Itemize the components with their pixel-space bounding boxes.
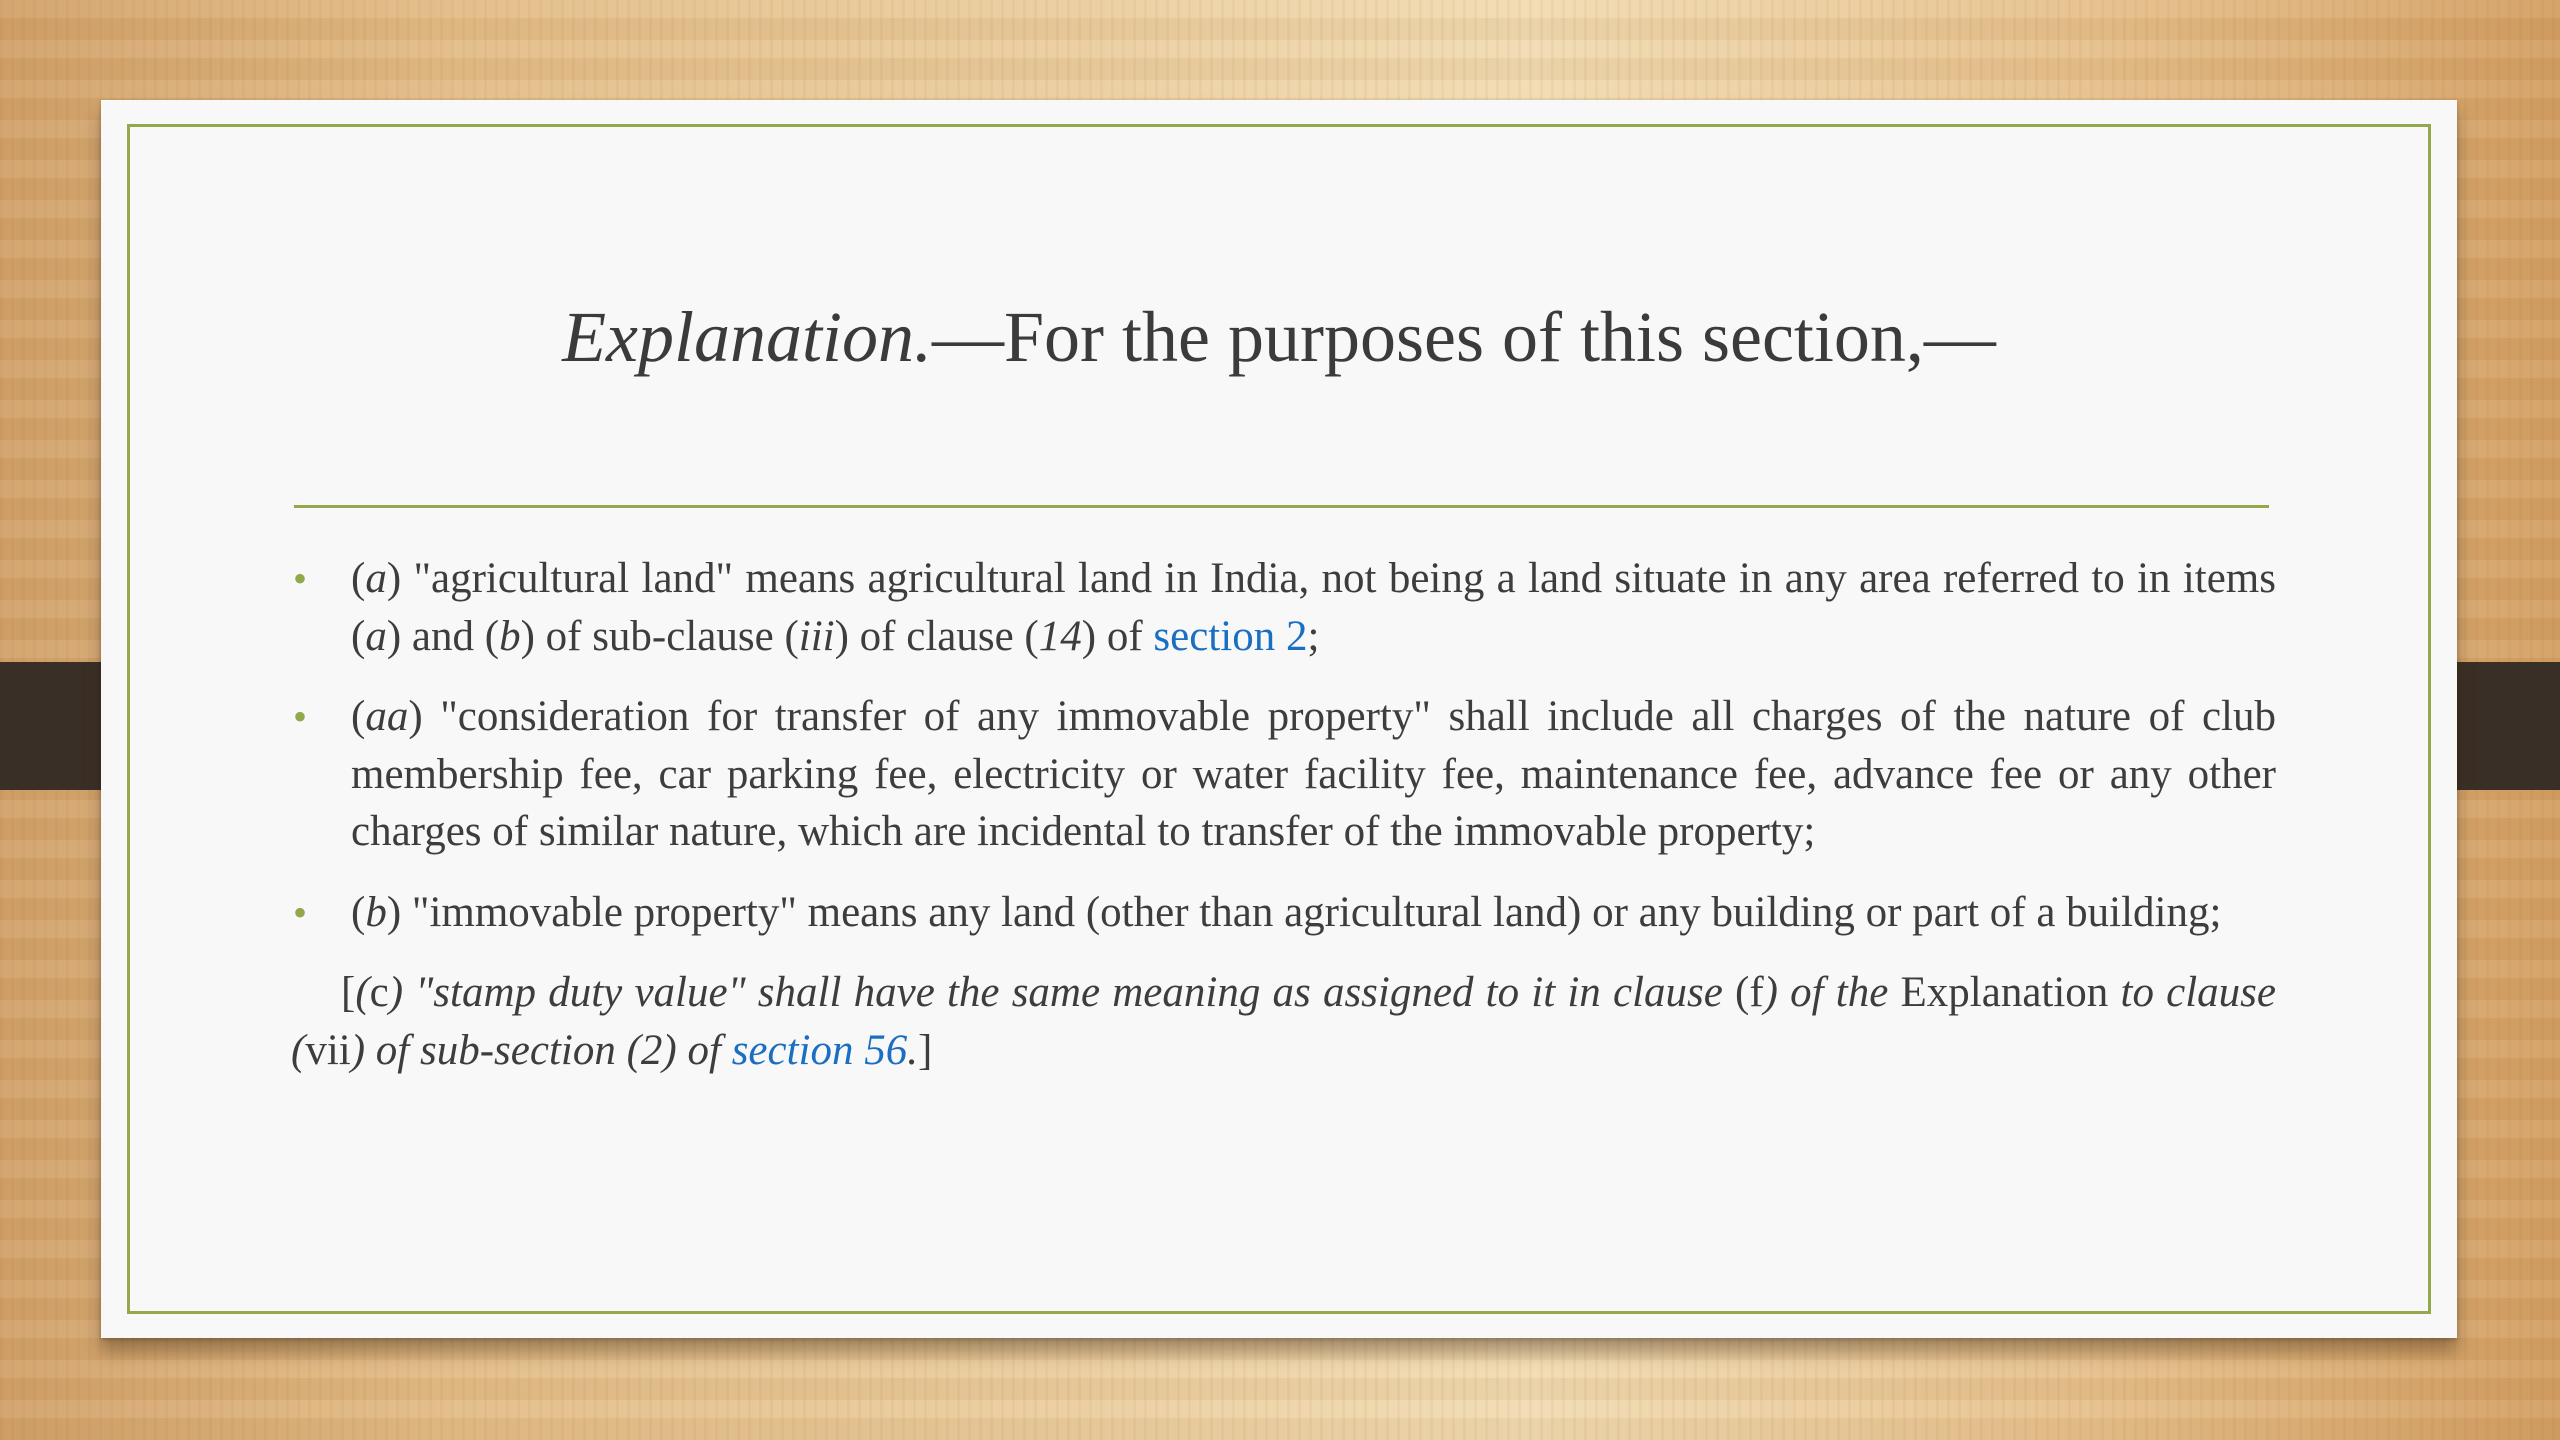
marker: a	[365, 555, 387, 602]
bracket-open: [	[341, 969, 356, 1016]
text: "consideration for transfer of any immovable property" shall include all charges of the nature of club membership fee, car parking fee, electricity or water facility fee, maintenance fee, advance fee or any other charges of similar nature, which are incidental to transfer of the immovable property;	[351, 693, 2276, 855]
italic-a: a	[365, 612, 387, 660]
section-56-link[interactable]: section 56	[731, 1026, 908, 1074]
marker: aa	[365, 693, 409, 740]
text: ) of the	[1763, 969, 1901, 1016]
title-italic: Explanation.	[562, 297, 933, 377]
marker-close: )	[386, 888, 402, 936]
slide	[101, 100, 2457, 1338]
explanation-word: Explanation	[1900, 969, 2109, 1016]
marker-close: )	[408, 693, 423, 740]
marker-open: (	[351, 555, 366, 602]
italic-14: 14	[1038, 612, 1082, 660]
slide-content	[291, 550, 2276, 1102]
list-item-b	[291, 884, 2276, 942]
text: ) of	[1081, 612, 1154, 660]
marker-open: (	[351, 693, 366, 740]
bullet-icon: •	[293, 556, 308, 601]
marker-close: )	[386, 555, 402, 602]
text: "immovable property" means any land (other than agricultural land) or any building or part of a building;	[401, 888, 2222, 936]
text: "agricultural land" means agricultural land in India, not being a land situate in any area referred to in items (	[351, 555, 2276, 660]
text: ) "stamp duty value" shall have the same meaning as assigned to it in clause	[388, 969, 1736, 1016]
title-rest: —For the purposes of this section,—	[932, 297, 1996, 377]
clause-c: c	[369, 969, 389, 1016]
clause-vii: vii	[305, 1026, 351, 1074]
bullet-icon: •	[293, 889, 308, 935]
marker: b	[365, 888, 387, 936]
slide-title	[101, 296, 2457, 379]
bullet-icon: •	[293, 694, 308, 739]
title-divider	[294, 505, 2269, 508]
bracket-close: ]	[918, 1026, 933, 1074]
text: ) and (	[386, 612, 500, 660]
section-2-link[interactable]: section 2	[1153, 612, 1308, 660]
list-item-a	[291, 550, 2276, 665]
marker-open: (	[351, 888, 366, 936]
text: ) of clause (	[834, 612, 1039, 660]
text: ) of sub-section (2) of	[350, 1026, 732, 1074]
text: to clause (	[291, 969, 2276, 1074]
text: .	[907, 1026, 918, 1074]
paren: (	[355, 969, 370, 1016]
clause-f: (f	[1735, 969, 1764, 1016]
list-item-aa	[291, 688, 2276, 861]
list-item-c	[291, 964, 2276, 1079]
italic-iii: iii	[798, 612, 835, 660]
indent	[291, 969, 341, 1016]
italic-b: b	[499, 612, 521, 660]
text: ) of sub-clause (	[520, 612, 799, 660]
text: ;	[1307, 612, 1320, 660]
